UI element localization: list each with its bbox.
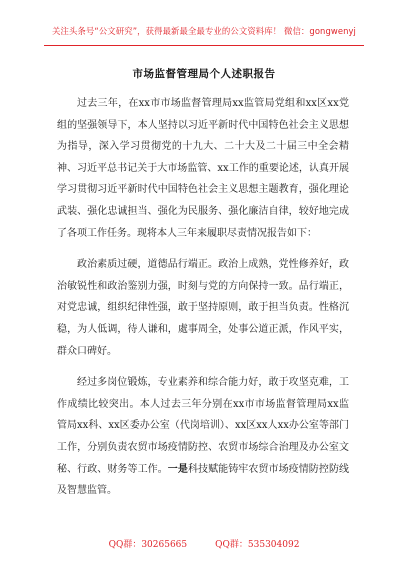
document-body (57, 93, 349, 512)
footer-contact (0, 537, 408, 550)
paragraph-experience-point-text: 科技赋能铸牢农贸市场疫情防控防线及智慧监管。 (57, 463, 350, 497)
header-promo-note: 关注头条号“公文研究”，获得最新最全最专业的公文资料库！ 微信：gongwenyj (52, 26, 356, 36)
footer-qq-group-2: QQ群：535304092 (215, 540, 300, 550)
document-title: 市场监督管理局个人述职报告 (132, 68, 276, 80)
footer-qq-group-1: QQ群：30265665 (108, 540, 188, 550)
paragraph-intro-text: 过去三年，在xx市市场监督管理局xx监管局党组和xx区xx党组的坚强领导下，本人坚持以习近平新时代中国特色社会主义思想为指导，深入学习贯彻党的十九大、二十大及二十届三中全会精神、习近平总书记关于大市场监管、xx工作的重要论述，认真开展学习贯彻习近平新时代中国特色社会主义思想主题教育，强化理论武装、强化忠诚担当、强化为民服务、强化廉洁自律，较好地完成了各项工作任务。现将本人三年来履职尽责情况报告如下： (57, 98, 349, 239)
paragraph-political-text: 政治素质过硬，道德品行端正。政治上成熟，党性修养好，政治敏锐性和政治鉴别力强，时刻与党的方向保持一致。品行端正，对党忠诚，组织纪律性强，敢于坚持原则，敢于担当负责。性格沉稳，为人低调，待人谦和，處事周全，处事公道正派，作风平实，群众口碑好。 (57, 259, 349, 357)
paragraph-political (57, 254, 349, 362)
paragraph-intro (57, 93, 349, 244)
paragraph-experience-point-lead: 一是 (167, 463, 188, 475)
paragraph-experience-text: 经过多岗位锻炼，专业素养和综合能力好，敢于攻坚克难，工作成绩比较突出。本人过去三年分别在xx市市场监督管理局xx监管局xx科、xx区委办公室（代岗培训）、xx区xx人xx办公室等部门工作，分别负责农贸市场疫情防控、农贸市场综合治理及办公室文秘、行政、财务等工作。 (57, 377, 349, 475)
paragraph-experience (57, 372, 349, 502)
header-divider (44, 45, 364, 46)
